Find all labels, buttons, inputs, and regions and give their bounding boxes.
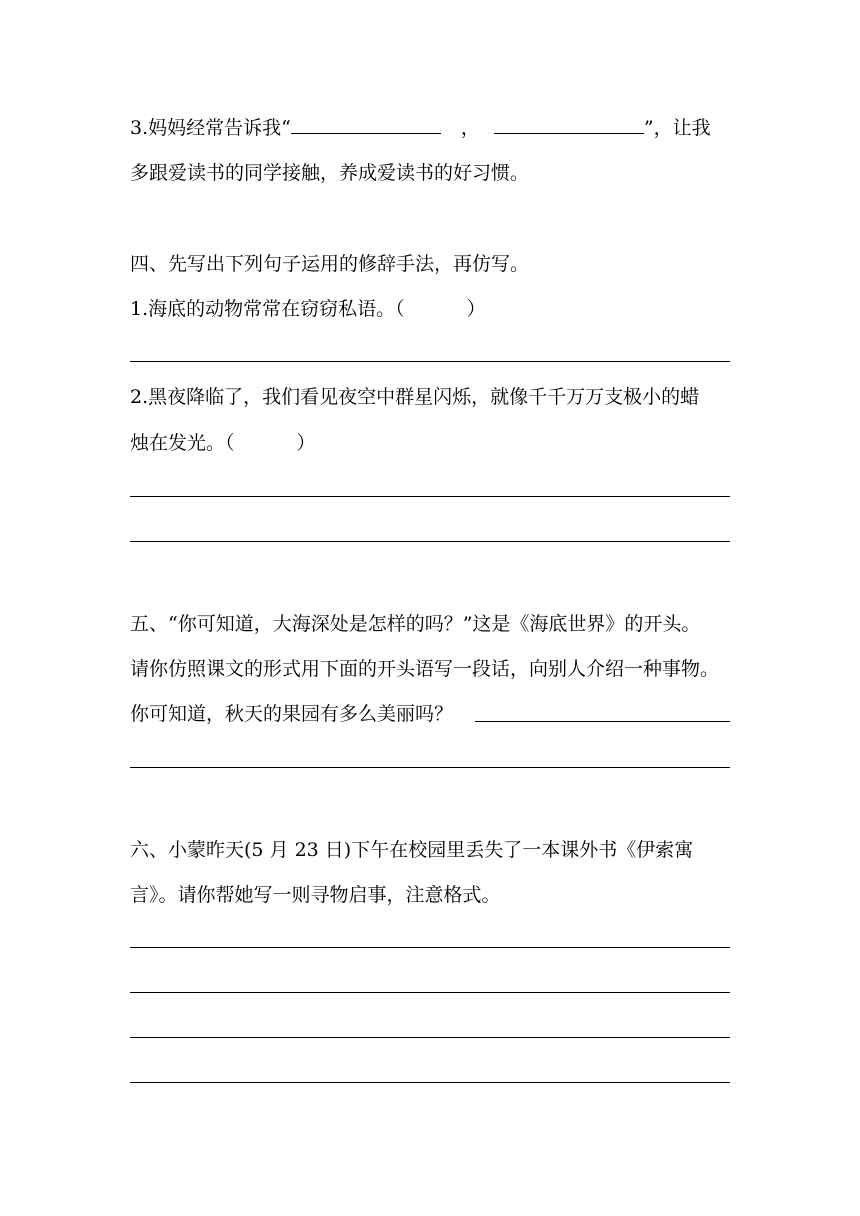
answer-line-4-2-b[interactable] <box>130 541 730 542</box>
section-6-line-2: 言》。请你帮她写一则寻物启事，注意格式。 <box>130 884 501 906</box>
answer-line-4-2-a[interactable] <box>130 496 730 497</box>
q4-2-close: ） <box>296 432 316 454</box>
q3-suffix: ”，让我 <box>643 117 711 139</box>
answer-line-6-c[interactable] <box>130 1037 730 1038</box>
q4-1-text: 1.海底的动物常常在窃窃私语。（ <box>130 298 405 320</box>
section-5-line-3 <box>130 701 453 727</box>
q3-prefix: 3.妈妈经常告诉我“ <box>130 117 291 139</box>
question-3-line-1 <box>130 115 711 141</box>
q3-blank-2[interactable] <box>494 115 644 134</box>
section-4-heading: 四、先写出下列句子运用的修辞手法，再仿写。 <box>130 253 530 275</box>
answer-line-6-a[interactable] <box>130 947 730 948</box>
question-4-2-line-1: 2.黑夜降临了，我们看见夜空中群星闪烁，就像千千万万支极小的蜡 <box>130 386 700 408</box>
answer-line-5-inline[interactable] <box>475 721 730 722</box>
answer-line-6-b[interactable] <box>130 992 730 993</box>
section-5-line-1: 五、“你可知道，大海深处是怎样的吗？”这是《海底世界》的开头。 <box>130 613 701 635</box>
answer-line-4-1[interactable] <box>130 361 730 362</box>
section-5-prompt: 你可知道，秋天的果园有多么美丽吗？ <box>130 703 454 725</box>
question-4-1 <box>130 296 486 322</box>
question-4-2-line-2 <box>130 430 316 456</box>
q3-blank-1[interactable] <box>291 115 441 134</box>
answer-line-5-a[interactable] <box>130 767 730 768</box>
q4-1-close: ） <box>466 298 486 320</box>
answer-line-6-d[interactable] <box>130 1082 730 1083</box>
q4-2-text: 烛在发光。（ <box>130 432 235 454</box>
q3-comma: ， <box>460 117 480 139</box>
section-6-line-1: 六、小蒙昨天(5 月 23 日)下午在校园里丢失了一本课外书《伊索寓 <box>130 839 694 861</box>
section-5-line-2: 请你仿照课文的形式用下面的开头语写一段话，向别人介绍一种事物。 <box>130 658 720 680</box>
question-3-line-2: 多跟爱读书的同学接触，养成爱读书的好习惯。 <box>130 162 530 184</box>
